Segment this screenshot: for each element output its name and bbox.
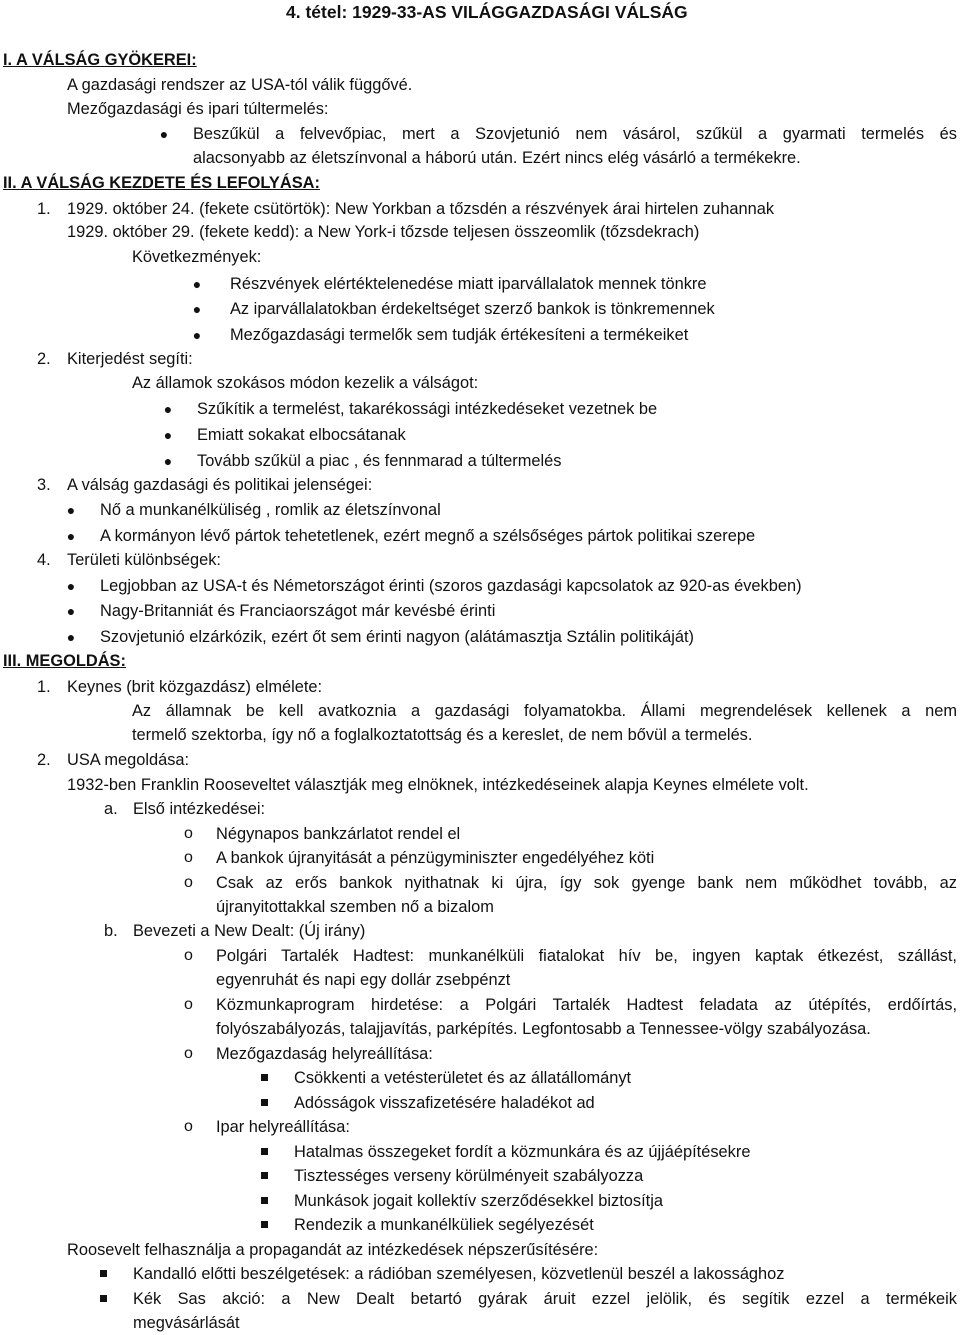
bullet-icon: ● xyxy=(163,453,173,469)
circle-bullet-icon: o xyxy=(184,1045,193,1062)
item-text: Következmények: xyxy=(132,248,262,266)
text-line xyxy=(0,245,960,269)
list-item xyxy=(0,574,960,598)
list-item xyxy=(0,1287,960,1311)
list-item-text: folyószabályozás, talajjavítás, parképítés. Legfontosabb a Tennessee-völgy szabályozása. xyxy=(216,1020,871,1038)
bullet-icon: ● xyxy=(66,603,76,619)
list-item-text: Ipar helyreállítása: xyxy=(216,1118,350,1136)
text-line xyxy=(0,699,960,723)
bullet-icon: ● xyxy=(66,502,76,518)
list-item xyxy=(0,1262,960,1286)
circle-bullet-icon: o xyxy=(184,947,193,964)
numbered-item xyxy=(0,473,960,497)
numbered-item xyxy=(0,197,960,221)
list-item xyxy=(0,599,960,623)
lettered-item xyxy=(0,797,960,821)
list-item xyxy=(0,625,960,649)
list-item-text: Nő a munkanélküliség , romlik az életszínvonal xyxy=(100,501,441,519)
list-item-text: Legjobban az USA-t és Németországot érinti (szoros gazdasági kapcsolatok az 920-as években) xyxy=(100,577,802,595)
bullet-icon: ● xyxy=(66,578,76,594)
list-item-text: Tisztességes verseny körülményeit szabályozza xyxy=(294,1167,644,1185)
list-item-text: Emiatt sokakat elbocsátanak xyxy=(197,426,406,444)
item-letter: a. xyxy=(104,800,118,818)
lettered-item xyxy=(0,919,960,943)
paragraph-text: Roosevelt felhasználja a propagandát az intézkedések népszerűsítésére: xyxy=(67,1241,599,1259)
square-bullet-icon xyxy=(261,1148,268,1155)
list-item-text: Csökkenti a vetésterületet és az állatállományt xyxy=(294,1069,632,1087)
list-item xyxy=(0,423,960,447)
item-number: 2. xyxy=(37,350,51,368)
numbered-item xyxy=(0,347,960,371)
circle-bullet-icon: o xyxy=(184,1118,193,1135)
item-text: USA megoldása: xyxy=(67,751,190,769)
text-line xyxy=(0,73,960,97)
list-item xyxy=(0,122,960,146)
text-line xyxy=(0,371,960,395)
numbered-item xyxy=(0,548,960,572)
list-item-text: Hatalmas összegeket fordít a közmunkára és az újjáépítésekre xyxy=(294,1143,751,1161)
text-line xyxy=(0,968,960,992)
square-bullet-icon xyxy=(100,1295,107,1302)
list-item-text: Csak az erős bankok nyithatnak ki újra, így sok gyenge bank nem működhet tovább, az xyxy=(216,874,957,892)
list-item-text: A kormányon lévő pártok tehetetlenek, ezért megnő a szélsőséges pártok politikai szerepe xyxy=(100,527,756,545)
list-item xyxy=(0,1091,960,1115)
list-item xyxy=(0,1115,960,1139)
list-item-text: újranyitottakkal szemben nő a bizalom xyxy=(216,898,494,916)
section-1-line xyxy=(0,48,960,72)
text-line xyxy=(0,773,960,797)
paragraph-text: A gazdasági rendszer az USA-tól válik függővé. xyxy=(67,76,413,94)
list-item xyxy=(0,498,960,522)
square-bullet-icon xyxy=(261,1221,268,1228)
list-item xyxy=(0,1164,960,1188)
item-text: A válság gazdasági és politikai jelenségei: xyxy=(67,476,373,494)
list-item-text: Kandalló előtti beszélgetések: a rádióban személyesen, közvetlenül beszél a lakossághoz xyxy=(133,1265,785,1283)
item-letter: b. xyxy=(104,922,118,940)
circle-bullet-icon: o xyxy=(184,825,193,842)
section-3-heading: III. MEGOLDÁS: xyxy=(3,652,126,670)
paragraph-text: Az államnak be kell avatkoznia a gazdasági folyamatokba. Állami megrendelések kellenek a nem xyxy=(132,702,957,720)
list-item xyxy=(0,323,960,347)
list-item xyxy=(0,1140,960,1164)
text-line xyxy=(0,1017,960,1041)
square-bullet-icon xyxy=(261,1197,268,1204)
numbered-item xyxy=(0,675,960,699)
square-bullet-icon xyxy=(261,1074,268,1081)
list-item-text: Munkások jogait kollektív szerződésekkel biztosítja xyxy=(294,1192,663,1210)
list-item-text: Részvények elértéktelenedése miatt iparvállalatok mennek tönkre xyxy=(230,275,707,293)
square-bullet-icon xyxy=(100,1270,107,1277)
bullet-icon: ● xyxy=(163,401,173,417)
list-item-text: Tovább szűkül a piac , és fennmarad a túltermelés xyxy=(197,452,562,470)
list-item-text: Adósságok visszafizetésére haladékot ad xyxy=(294,1094,595,1112)
list-item xyxy=(0,297,960,321)
circle-bullet-icon: o xyxy=(184,996,193,1013)
item-number: 1. xyxy=(37,678,51,696)
section-2-line xyxy=(0,171,960,195)
section-2-heading: II. A VÁLSÁG KEZDETE ÉS LEFOLYÁSA: xyxy=(3,174,320,192)
numbered-item xyxy=(0,748,960,772)
list-item-text: Négynapos bankzárlatot rendel el xyxy=(216,825,461,843)
list-item xyxy=(0,397,960,421)
list-item-text: Polgári Tartalék Hadtest: munkanélküli fiatalokat hív be, ingyen kaptak étkezést, szállást, xyxy=(216,947,957,965)
list-item-text: alacsonyabb az életszínvonal a háború után. Ezért nincs elég vásárló a termékekre. xyxy=(193,149,801,167)
bullet-icon: ● xyxy=(66,528,76,544)
list-item xyxy=(0,993,960,1017)
list-item-text: Beszűkül a felvevőpiac, mert a Szovjetunió nem vásárol, szűkül a gyarmati termelés és xyxy=(193,125,957,143)
text-line xyxy=(0,220,960,244)
list-item xyxy=(0,822,960,846)
list-item-text: egyenruhát és napi egy dollár zsebpénzt xyxy=(216,971,511,989)
item-number: 4. xyxy=(37,551,51,569)
list-item xyxy=(0,272,960,296)
text-line xyxy=(0,895,960,919)
document-title: 4. tétel: 1929-33-AS VILÁGGAZDASÁGI VÁLSÁG xyxy=(286,2,688,22)
section-3-line xyxy=(0,649,960,673)
bullet-icon: ● xyxy=(192,301,202,317)
list-item xyxy=(0,871,960,895)
paragraph-text: Mezőgazdasági és ipari túltermelés: xyxy=(67,100,329,118)
text-line xyxy=(0,723,960,747)
item-number: 1. xyxy=(37,200,51,218)
list-item xyxy=(0,1066,960,1090)
item-text: 1929. október 24. (fekete csütörtök): New Yorkban a tőzsdén a részvények árai hirtelen zuhannak xyxy=(67,200,775,218)
bullet-icon: ● xyxy=(192,327,202,343)
item-text: Területi különbségek: xyxy=(67,551,221,569)
bullet-icon: ● xyxy=(66,629,76,645)
list-item-text: Szovjetunió elzárkózik, ezért őt sem érinti nagyon (alátámasztja Sztálin politikáját) xyxy=(100,628,694,646)
section-1-heading: I. A VÁLSÁG GYÖKEREI: xyxy=(3,51,197,69)
circle-bullet-icon: o xyxy=(184,874,193,891)
text-line xyxy=(0,97,960,121)
paragraph-text: 1932-ben Franklin Rooseveltet választják meg elnöknek, intézkedéseinek alapja Keynes elmélete volt. xyxy=(67,776,809,794)
text-line xyxy=(0,146,960,170)
list-item-text: A bankok újranyitását a pénzügyminiszter engedélyéhez köti xyxy=(216,849,655,867)
list-item xyxy=(0,846,960,870)
list-item xyxy=(0,944,960,968)
square-bullet-icon xyxy=(261,1099,268,1106)
list-item-text: Kék Sas akció: a New Dealt betartó gyárak áruit ezzel jelölik, és segítik ezzel a termékeik xyxy=(133,1290,957,1308)
text-line xyxy=(0,1311,960,1335)
list-item-text: Mezőgazdaság helyreállítása: xyxy=(216,1045,433,1063)
item-text: Keynes (brit közgazdász) elmélete: xyxy=(67,678,323,696)
list-item-text: Mezőgazdasági termelők sem tudják értékesíteni a termékeiket xyxy=(230,326,689,344)
list-item-text: Az iparvállalatokban érdekeltséget szerző bankok is tönkremennek xyxy=(230,300,715,318)
list-item xyxy=(0,1042,960,1066)
list-item-text: Nagy-Britanniát és Franciaországot már kevésbé érinti xyxy=(100,602,496,620)
list-item xyxy=(0,449,960,473)
paragraph-text: termelő szektorba, így nő a foglalkoztatottság és a kereslet, de nem bővül a termelés. xyxy=(132,726,753,744)
list-item xyxy=(0,524,960,548)
text-line xyxy=(0,1238,960,1262)
bullet-icon: ● xyxy=(159,126,169,142)
item-number: 3. xyxy=(37,476,51,494)
list-item-text: Közmunkaprogram hirdetése: a Polgári Tartalék Hadtest feladata az útépítés, erdőírtás, xyxy=(216,996,957,1014)
item-text: Első intézkedései: xyxy=(133,800,266,818)
square-bullet-icon xyxy=(261,1172,268,1179)
item-text: Az államok szokásos módon kezelik a válságot: xyxy=(132,374,479,392)
list-item-text: megvásárlását xyxy=(133,1314,240,1332)
item-number: 2. xyxy=(37,751,51,769)
item-text: 1929. október 29. (fekete kedd): a New York-i tőzsde teljesen összeomlik (tőzsdekrach) xyxy=(67,223,700,241)
item-text: Bevezeti a New Dealt: (Új irány) xyxy=(133,922,366,940)
circle-bullet-icon: o xyxy=(184,849,193,866)
title-line xyxy=(0,0,960,24)
list-item xyxy=(0,1213,960,1237)
bullet-icon: ● xyxy=(163,427,173,443)
bullet-icon: ● xyxy=(192,276,202,292)
item-text: Kiterjedést segíti: xyxy=(67,350,193,368)
list-item-text: Rendezik a munkanélküliek segélyezését xyxy=(294,1216,594,1234)
list-item xyxy=(0,1189,960,1213)
list-item-text: Szűkítik a termelést, takarékossági intézkedéseket vezetnek be xyxy=(197,400,658,418)
